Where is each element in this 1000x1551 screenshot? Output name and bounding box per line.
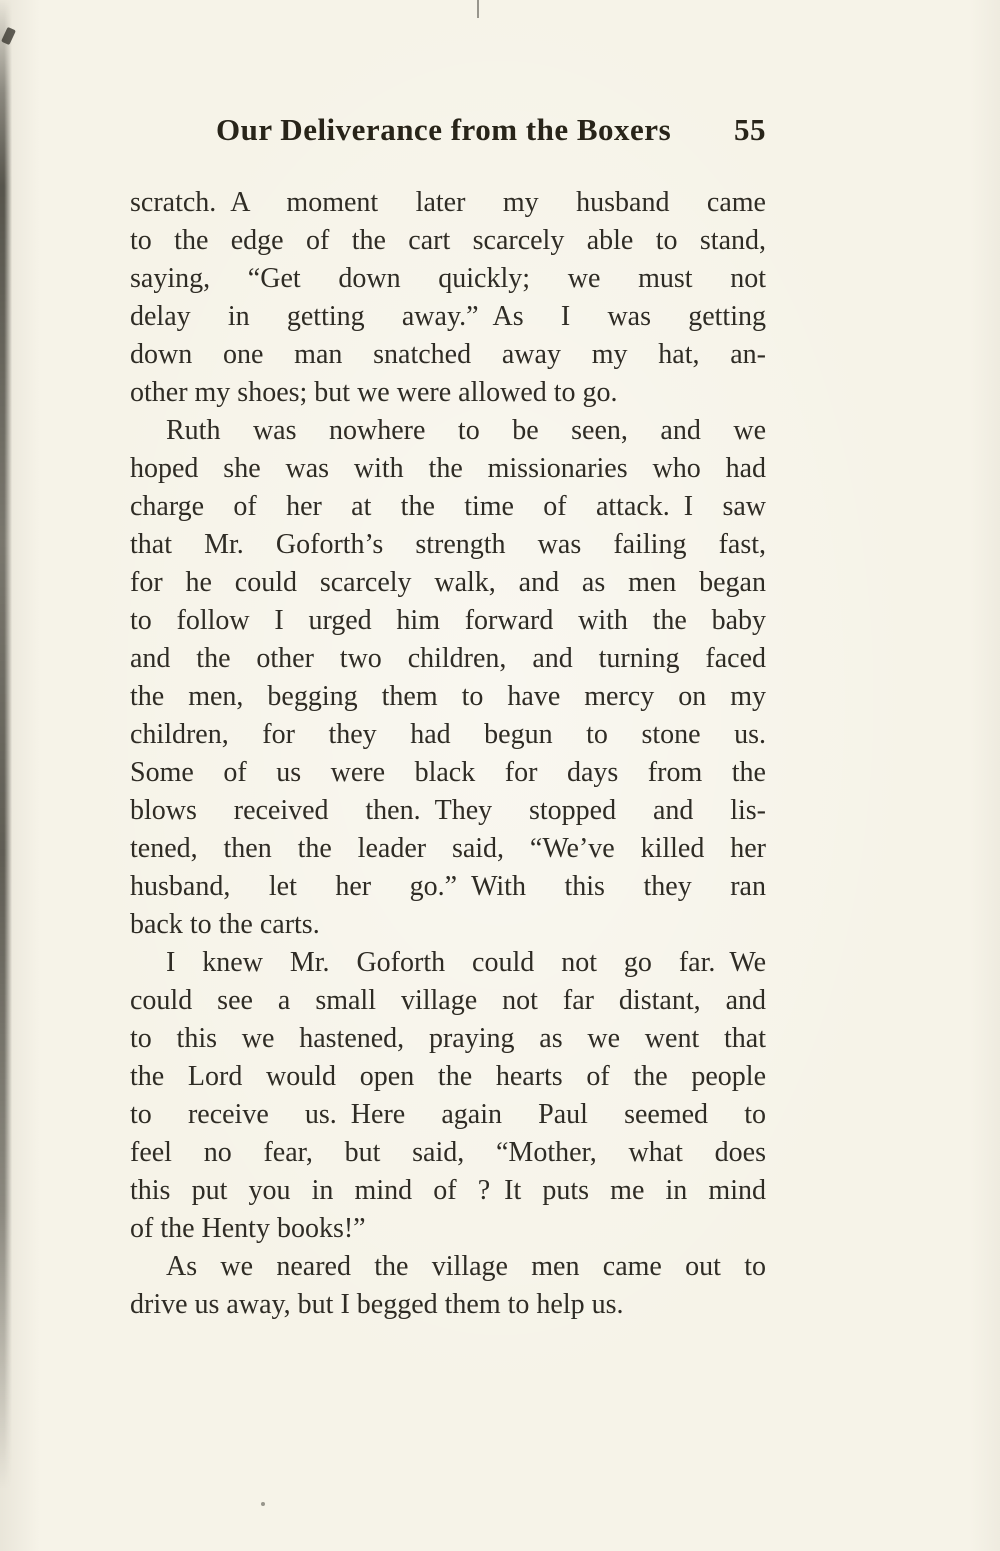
text-line: that Mr. Goforth’s strength was failing fast, bbox=[130, 529, 766, 560]
scan-speck bbox=[477, 0, 479, 18]
text-line: to this we hastened, praying as we went that bbox=[130, 1023, 766, 1054]
paragraph bbox=[130, 184, 766, 412]
text-line: tened, then the leader said, “We’ve killed her bbox=[130, 833, 766, 864]
text-line: blows received then. They stopped and lis- bbox=[130, 795, 766, 826]
text-block bbox=[130, 184, 766, 1324]
text-line: other my shoes; but we were allowed to go. bbox=[130, 377, 618, 408]
paragraph bbox=[130, 412, 766, 944]
text-line: this put you in mind of ? It puts me in mind bbox=[130, 1175, 766, 1206]
text-line: saying, “Get down quickly; we must not bbox=[130, 263, 766, 294]
page-content bbox=[130, 112, 766, 1324]
text-line: feel no fear, but said, “Mother, what does bbox=[130, 1137, 766, 1168]
text-line: the Lord would open the hearts of the people bbox=[130, 1061, 766, 1092]
text-line: hoped she was with the missionaries who had bbox=[130, 453, 766, 484]
paragraph bbox=[130, 944, 766, 1248]
paragraph bbox=[130, 1248, 766, 1324]
text-line: I knew Mr. Goforth could not go far. We bbox=[166, 947, 766, 978]
text-line: to the edge of the cart scarcely able to stand, bbox=[130, 225, 766, 256]
text-line: scratch. A moment later my husband came bbox=[130, 187, 766, 218]
text-line: to receive us. Here again Paul seemed to bbox=[130, 1099, 766, 1130]
text-line: As we neared the village men came out to bbox=[166, 1251, 766, 1282]
text-line: down one man snatched away my hat, an- bbox=[130, 339, 766, 370]
running-header bbox=[130, 112, 766, 148]
text-line: back to the carts. bbox=[130, 909, 320, 940]
text-line: charge of her at the time of attack. I saw bbox=[130, 491, 766, 522]
text-line: drive us away, but I begged them to help us. bbox=[130, 1289, 624, 1320]
chapter-title: Our Deliverance from the Boxers bbox=[216, 112, 672, 147]
text-line: to follow I urged him forward with the baby bbox=[130, 605, 766, 636]
text-line: husband, let her go.” With this they ran bbox=[130, 871, 766, 902]
scan-gutter-shadow bbox=[0, 0, 12, 1551]
scan-speck bbox=[261, 1502, 265, 1506]
text-line: and the other two children, and turning faced bbox=[130, 643, 766, 674]
text-line: Some of us were black for days from the bbox=[130, 757, 766, 788]
page-number: 55 bbox=[734, 112, 766, 147]
text-line: the men, begging them to have mercy on my bbox=[130, 681, 766, 712]
text-line: Ruth was nowhere to be seen, and we bbox=[166, 415, 766, 446]
text-line: could see a small village not far distant, and bbox=[130, 985, 766, 1016]
text-line: for he could scarcely walk, and as men began bbox=[130, 567, 766, 598]
text-line: delay in getting away.” As I was getting bbox=[130, 301, 766, 332]
text-line: children, for they had begun to stone us. bbox=[130, 719, 766, 750]
text-line: of the Henty books!” bbox=[130, 1213, 366, 1244]
